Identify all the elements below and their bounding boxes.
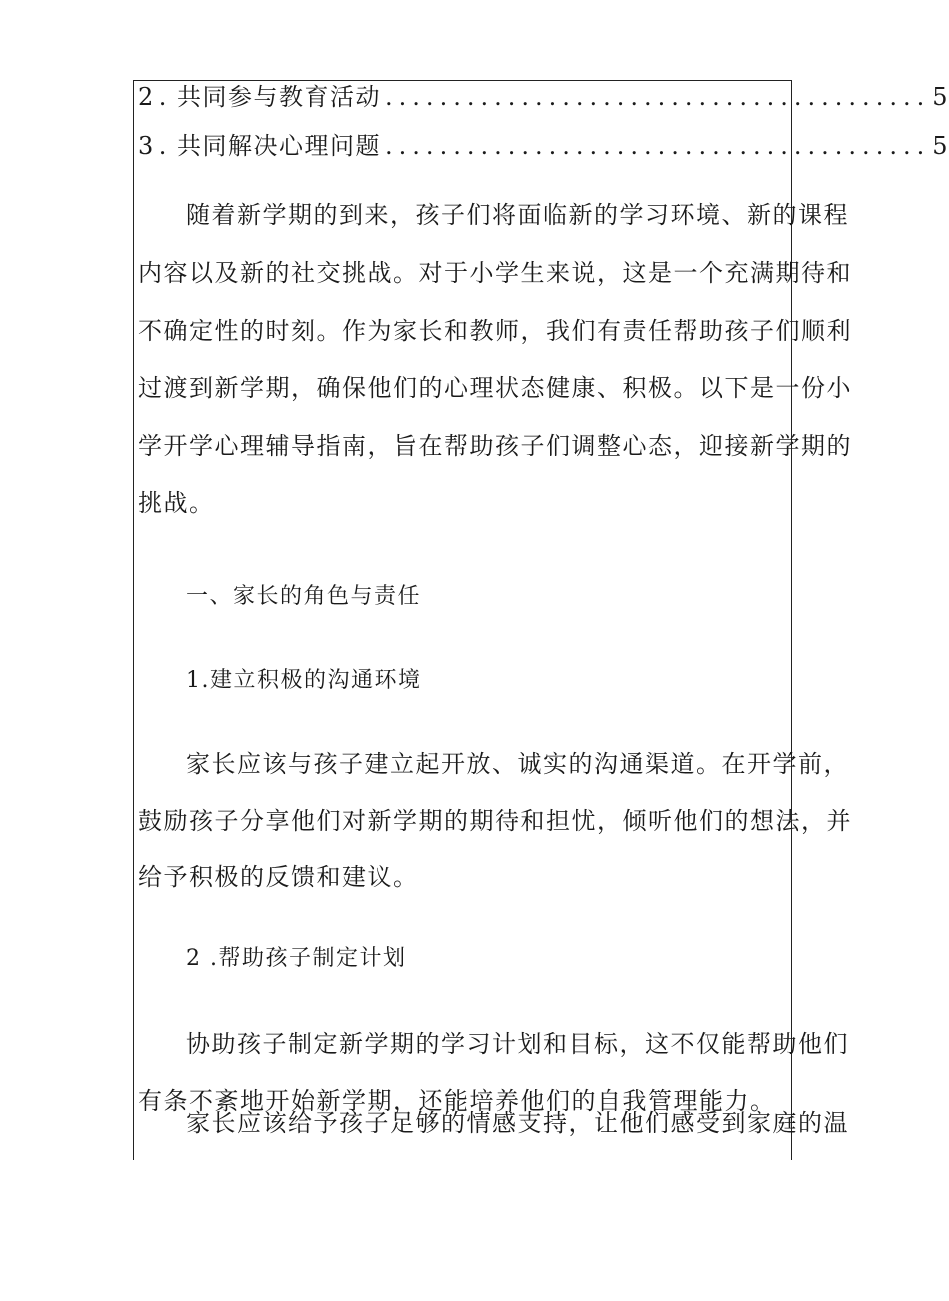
tail-paragraph-line: 家长应该给予孩子足够的情感支持，让他们感受到家庭的温 <box>186 1109 849 1137</box>
sub2-paragraph-line: 有条不紊地开始新学期，还能培养他们的自我管理能力。 <box>138 1087 776 1115</box>
toc-leader-dots: ........................................ <box>385 132 931 160</box>
sub1-paragraph-line: 鼓励孩子分享他们对新学期的期待和担忧，倾听他们的想法，并 <box>138 807 852 835</box>
sub1-paragraph-line: 家长应该与孩子建立起开放、诚实的沟通渠道。在开学前， <box>186 750 849 778</box>
toc-entry[interactable] <box>138 131 949 161</box>
toc-entry-title: . 共同参与教育活动 <box>158 83 382 111</box>
section-heading: 一、家长的角色与责任 <box>186 584 422 609</box>
document-page-frame <box>133 80 852 1160</box>
subsection-heading: 1.建立积极的沟通环境 <box>186 668 422 693</box>
toc-entry[interactable] <box>138 82 949 112</box>
toc-entry-number: 2 <box>138 83 155 111</box>
intro-paragraph-line: 过渡到新学期，确保他们的心理状态健康、积极。以下是一份小 <box>138 374 852 402</box>
subsection-heading: 2 .帮助孩子制定计划 <box>186 946 407 971</box>
toc-entry-page: 5 <box>932 132 949 160</box>
intro-paragraph-line: 学开学心理辅导指南，旨在帮助孩子们调整心态，迎接新学期的 <box>138 432 852 460</box>
toc-entry-number: 3 <box>138 132 155 160</box>
toc-entry-page: 5 <box>932 83 949 111</box>
sub2-paragraph-line: 协助孩子制定新学期的学习计划和目标，这不仅能帮助他们 <box>186 1030 849 1058</box>
intro-paragraph-line: 挑战。 <box>138 489 215 517</box>
intro-paragraph-line: 随着新学期的到来，孩子们将面临新的学习环境、新的课程 <box>186 201 849 229</box>
toc-leader-dots: ........................................ <box>385 83 931 111</box>
intro-paragraph-line: 不确定性的时刻。作为家长和教师，我们有责任帮助孩子们顺利 <box>138 317 852 345</box>
intro-paragraph-line: 内容以及新的社交挑战。对于小学生来说，这是一个充满期待和 <box>138 259 852 287</box>
sub1-paragraph-line: 给予积极的反馈和建议。 <box>138 863 419 891</box>
toc-entry-title: . 共同解决心理问题 <box>158 132 382 160</box>
